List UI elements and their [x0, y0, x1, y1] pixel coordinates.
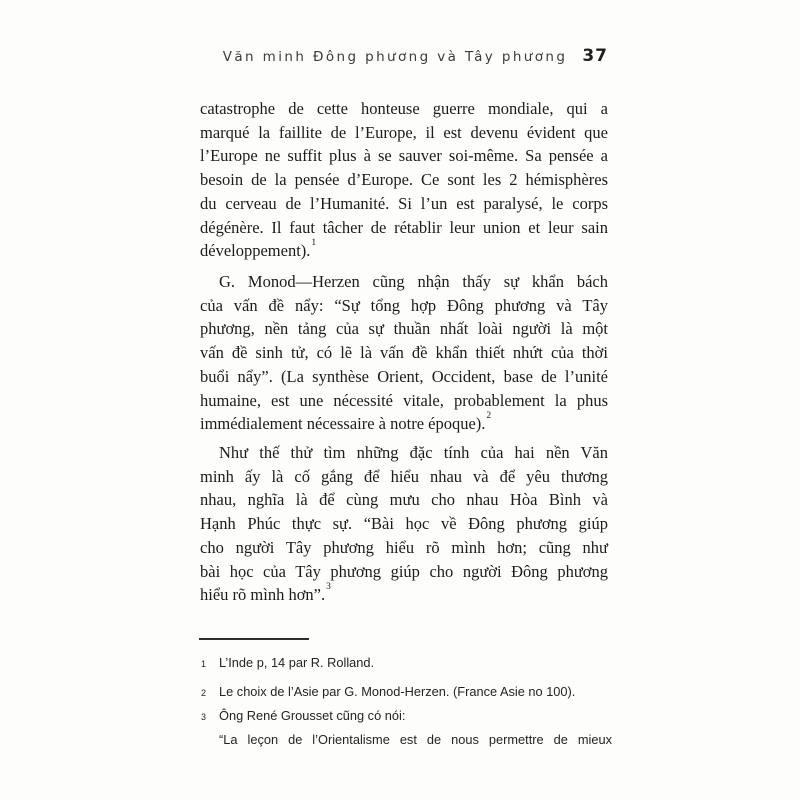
footnote-reference: 2 — [486, 409, 492, 421]
text-line: phương, nền tảng của sự thuần nhất loài người là một — [200, 319, 608, 339]
text-line: vấn đề sinh tử, có lẽ là vấn đề khẩn thiết nhứt của thời — [200, 343, 608, 363]
footnote-item — [200, 651, 612, 675]
running-header-title: Văn minh Đông phương và Tây phương — [222, 49, 568, 65]
footnote-item — [200, 680, 612, 704]
text-line: minh ấy là cố gắng để hiểu nhau và để yêu thương — [200, 466, 608, 486]
footnote-separator-rule — [199, 638, 309, 640]
text-line: của vấn đề nẩy: “Sự tổng hợp Đông phương và Tây — [200, 295, 608, 315]
text-line: besoin de la pensée d’Europe. Ce sont les 2 hémisphères — [200, 170, 608, 190]
paragraph — [200, 441, 608, 607]
paragraph — [200, 97, 608, 263]
text-line: cho người Tây phương hiểu rõ mình hơn; cũng như — [200, 537, 608, 557]
text-line: bài học của Tây phương giúp cho người Đông phương — [200, 561, 608, 581]
running-header — [200, 46, 608, 66]
text-line: l’Europe ne suffit plus à se sauver soi-même. Sa pensée a — [200, 146, 608, 166]
footnote-text: Ông René Grousset cũng có nói: — [219, 708, 406, 723]
text-line: hiểu rõ mình hơn”.$^3$ — [200, 580, 331, 605]
text-line: catastrophe de cette honteuse guerre mondiale, qui a — [200, 99, 608, 118]
paragraph — [200, 270, 608, 436]
page-number: 37 — [582, 46, 608, 66]
footnotes — [200, 651, 612, 752]
text-line: développement).$^1$ — [200, 236, 317, 261]
text-line: nhau, nghĩa là để cùng mưu cho nhau Hòa Bình và — [200, 490, 608, 510]
footnote-marker: 3 — [201, 712, 207, 722]
footnote-text: “La leçon de l’Orientalisme est de nous permettre de mieux — [219, 732, 612, 747]
text-line: marqué la faillite de l’Europe, il est devenu évident que — [200, 122, 608, 142]
text-line: buổi nẩy”. (La synthèse Orient, Occident, base de l’unité — [200, 366, 608, 386]
footnote-item — [200, 704, 612, 728]
text-line: du cerveau de l’Humanité. Si l’un est paralysé, le corps — [200, 193, 608, 213]
footnote-text: L’Inde p, 14 par R. Rolland. — [219, 655, 375, 670]
text-line: immédialement nécessaire à notre époque).$^2$ — [200, 409, 492, 434]
footnote-reference: 3 — [326, 580, 331, 592]
text-line: G. Monod—Herzen cũng nhận thấy sự khẩn bách — [219, 272, 608, 291]
text-line: humaine, est une nécessité vitale, probablement la phus — [200, 390, 608, 410]
footnote-reference: 1 — [311, 236, 317, 248]
text-line: Như thế thử tìm những đặc tính của hai nền Văn — [219, 443, 608, 462]
footnote-marker: 2 — [201, 688, 207, 698]
text-line: dégénère. Il faut tâcher de rétablir leur union et leur sain — [200, 217, 608, 237]
footnote-item — [200, 728, 612, 752]
footnote-marker: 1 — [201, 659, 207, 669]
text-line: Hạnh Phúc thực sự. “Bài học về Đông phương giúp — [200, 514, 608, 534]
footnote-text: Le choix de l’Asie par G. Monod-Herzen. (France Asie no 100). — [219, 684, 576, 699]
